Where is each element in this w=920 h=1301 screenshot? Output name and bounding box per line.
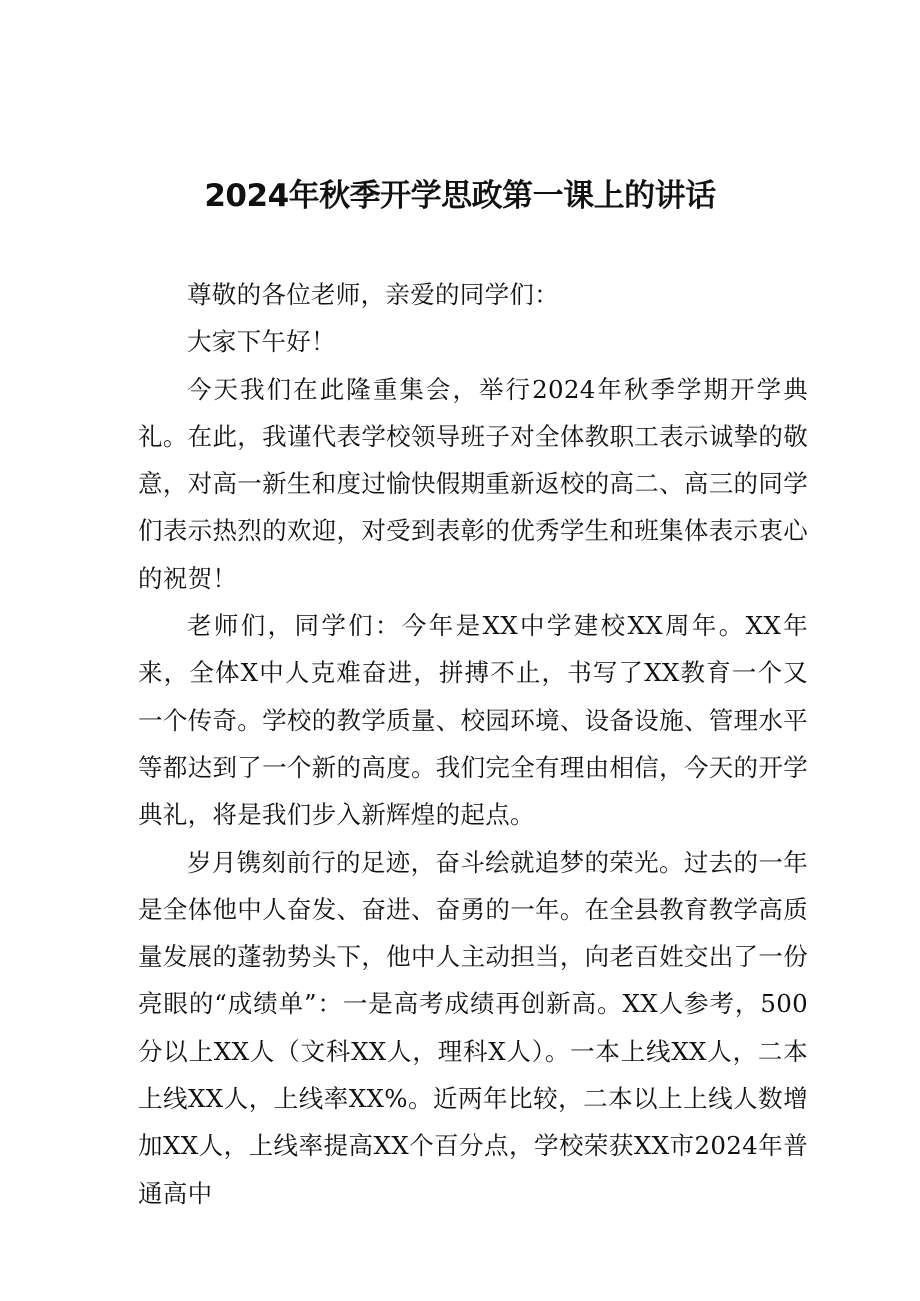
document-title: 2024年秋季开学思政第一课上的讲话: [204, 178, 716, 214]
salutation: 尊敬的各位老师，亲爱的同学们：: [187, 280, 559, 309]
paragraph: 今天我们在此隆重集会，举行2024年秋季学期开学典礼。在此，我谨代表学校领导班子对全体教职工表示诚挚的敬意，对高一新生和度过愉快假期重新返校的高二、高三的同学们表示热烈的欢迎，对受到表彰的优秀学生和班集体表示衷心的祝贺！: [138, 374, 808, 593]
greeting: 大家下午好！: [187, 327, 336, 357]
paragraph: 岁月镌刻前行的足迹，奋斗绘就追梦的荣光。过去的一年是全体他中人奋发、奋进、奋勇的一年。在全县教育教学高质量发展的蓬勃势头下，他中人主动担当，向老百姓交出了一份亮眼的“成绩单”：一是高考成绩再创新高。XX人参考，500分以上XX人（文科XX人，理科X人）。一本上线XX人，二本上线XX人，上线率XX%。近两年比较，二本以上上线人数增加XX人，上线率提高XX个百分点，学校荣获XX市2024年普通高中: [138, 847, 808, 1208]
paragraph: 老师们，同学们：今年是XX中学建校XX周年。XX年来，全体X中人克难奋进，拼搏不止，书写了XX教育一个又一个传奇。学校的教学质量、校园环境、设备设施、管理水平等都达到了一个新的高度。我们完全有理由相信，今天的开学典礼，将是我们步入新辉煌的起点。: [138, 611, 808, 830]
document-body: [138, 271, 808, 1217]
